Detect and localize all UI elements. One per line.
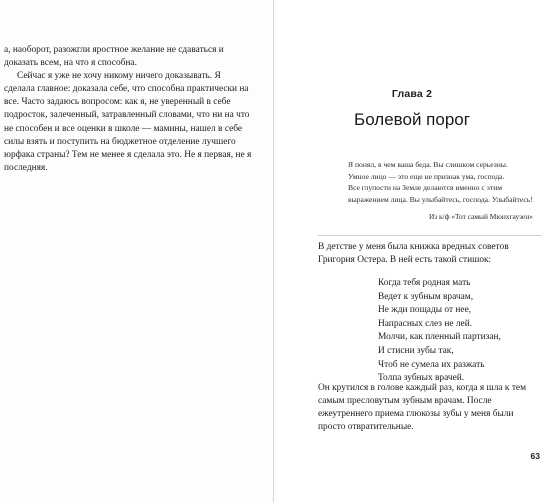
poem-line: И стисни зубы так, bbox=[378, 345, 454, 356]
left-page bbox=[0, 0, 273, 503]
epigraph bbox=[348, 159, 538, 205]
poem-line: Чтоб не сумела их разжать bbox=[378, 359, 485, 370]
epigraph-line: Умное лицо — это еще не признак ума, господа. bbox=[348, 171, 505, 181]
left-page-text bbox=[4, 44, 252, 175]
epigraph-line: Я понял, в чем ваша беда. Вы слишком серьезны. bbox=[348, 160, 508, 169]
poem-line: Толпа зубных врачей. bbox=[378, 373, 465, 384]
poem-line: Напрасных слез не лей. bbox=[378, 318, 473, 329]
chapter-label: Глава 2 bbox=[391, 88, 433, 100]
poem bbox=[378, 277, 528, 386]
right-page bbox=[274, 0, 550, 503]
poem-line: Молчи, как пленный партизан, bbox=[378, 332, 501, 343]
paragraph: Он крутился в голове каждый раз, когда я шла к тем самым пресловутым зубным врачам. После ежеутреннего приема глюкозы зубы у меня были просто отвратительные. bbox=[318, 383, 527, 433]
intro-paragraph bbox=[318, 241, 542, 267]
section-divider bbox=[318, 235, 542, 236]
epigraph-source: Из к/ф «Тот самый Мюнхгаузен» bbox=[428, 212, 533, 221]
paragraph: а, наоборот, разожгли яростное желание не сдаваться и доказать всем, на что я способна. bbox=[4, 45, 224, 69]
epigraph-line: Все глупости на Земле делаются именно с этим выражением лица. Вы улыбайтесь, господа. Улыбайтесь! bbox=[348, 183, 533, 204]
page-number: 63 bbox=[530, 451, 540, 461]
closing-paragraph bbox=[318, 382, 542, 434]
poem-line: Не жди пощады от нее, bbox=[378, 305, 472, 316]
paragraph: В детстве у меня была книжка вредных советов Григория Остера. В ней есть такой стишок: bbox=[318, 242, 509, 266]
poem-line: Когда тебя родная мать bbox=[378, 278, 471, 288]
paragraph: Сейчас я уже не хочу никому ничего доказывать. Я сделала главное: доказала себе, что способна практически на все. Часто задаюсь вопросом: как я, не уверенный в себе подросток, залеченный, затравленный словами, что ни на что не способен и все оценки в школе — мамины, нашел в себе силы взять и поступить на бюджетное отделение лучшего юрфака страны? Тем не менее я сделала это. Не я первая, не я последняя. bbox=[4, 71, 252, 173]
poem-line: Ведет к зубным врачам, bbox=[378, 291, 474, 302]
chapter-title: Болевой порог bbox=[354, 110, 470, 129]
